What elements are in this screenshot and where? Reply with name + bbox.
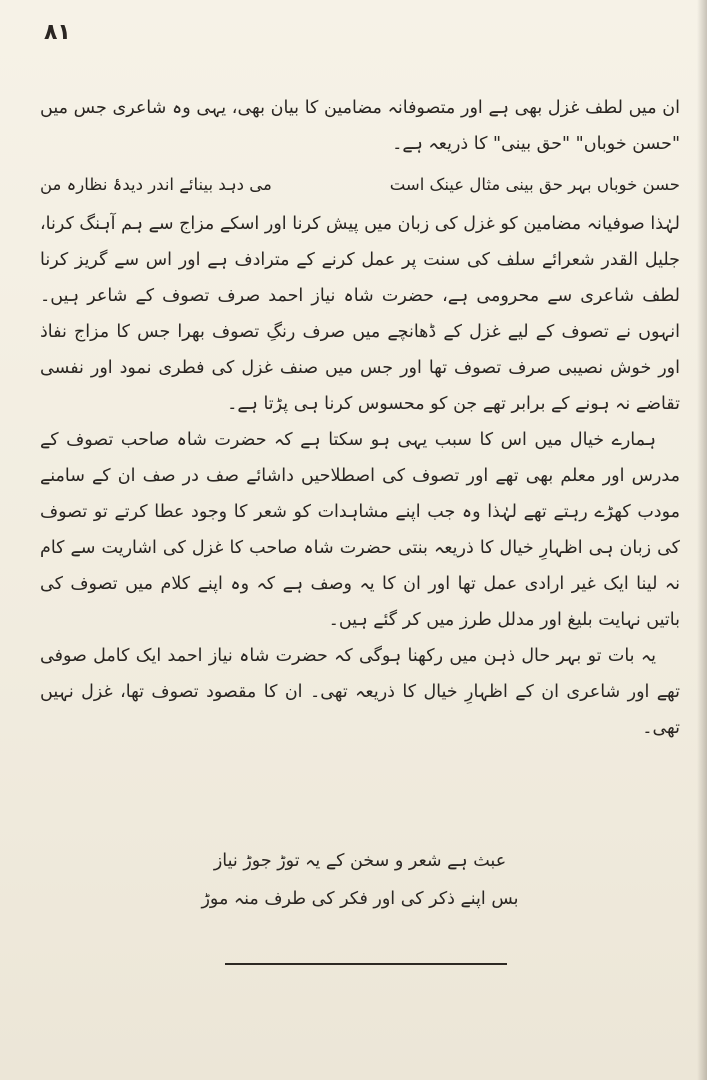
end-divider-line (225, 963, 507, 965)
paragraph-2: لہٰذا صوفیانہ مضامین کو غزل کی زبان میں پیش کرنا اور اسکے مزاج سے ہم آہنگ کرنا، جلیل القدر شعرائے سلف کی سنت پر عمل کرنے کے مترادف ہے اور اس سے گریز کرنا لطف شاعری سے محرومی ہے، حضرت شاہ نیاز احمد صرف تصوف کے شاعر ہیں۔ انہوں نے تصوف کے لیے غزل کے ڈھانچے میں صرف رنگِ تصوف بھرا جس کا مزاج نفاذ اور خوش نصیبی صرف تصوف تھا اور جس میں صنف غزل کی فطری نمود اور نفسی تقاضے نہ ہونے کے برابر تھے جن کو محسوس کرنا ہی پڑتا ہے۔ (40, 214, 680, 414)
couplet-line-1: حسن خوباں بہر حق بینی مثال عینک است (389, 175, 680, 194)
persian-couplet (40, 168, 680, 202)
paragraph-1: ان میں لطف غزل بھی ہے اور متصوفانہ مضامین کا بیان بھی، یہی وہ شاعری جس میں "حسن خوباں" "حق بینی" کا ذریعہ ہے۔ (40, 98, 680, 154)
page-edge-shadow (697, 0, 707, 1080)
couplet-line-2: می دہد بینائے اندر دیدۂ نظارہ من (40, 175, 272, 194)
verse-line-2: بس اپنے ذکر کی اور فکر کی طرف منہ موڑ (201, 889, 519, 909)
body-text (40, 90, 680, 746)
closing-verse (190, 842, 530, 918)
paragraph-3: ہمارے خیال میں اس کا سبب یہی ہو سکتا ہے کہ حضرت شاہ صاحب تصوف کے مدرس اور معلم بھی تھے اور تصوف کی اصطلاحیں داشائے صف در صف ان کے سامنے مودب کھڑے رہتے تھے لہٰذا وہ جب اپنے مشاہدات کو شعر کا وجود عطا کرتے تو تصوف کی زبان ہی اظہارِ خیال کا ذریعہ بنتی حضرت شاہ صاحب کا غزل کی اشاریت سے کام نہ لینا ایک غیر ارادی عمل تھا اور ان کا یہ وصف ہے کہ وہ اپنے کلام میں تصوف کی باتیں نہایت بلیغ اور مدلل طرز میں کر گئے ہیں۔ (40, 430, 680, 630)
page-number: ۸۱ (44, 20, 71, 45)
paragraph-4: یہ بات تو بہر حال ذہن میں رکھنا ہوگی کہ حضرت شاہ نیاز احمد ایک کامل صوفی تھے اور شاعری ان کے اظہارِ خیال کا ذریعہ تھی۔ ان کا مقصود تصوف تھا، غزل نہیں تھی۔ (40, 646, 680, 738)
verse-line-1: عبث ہے شعر و سخن کے یہ توڑ جوڑ نیاز (213, 851, 507, 871)
